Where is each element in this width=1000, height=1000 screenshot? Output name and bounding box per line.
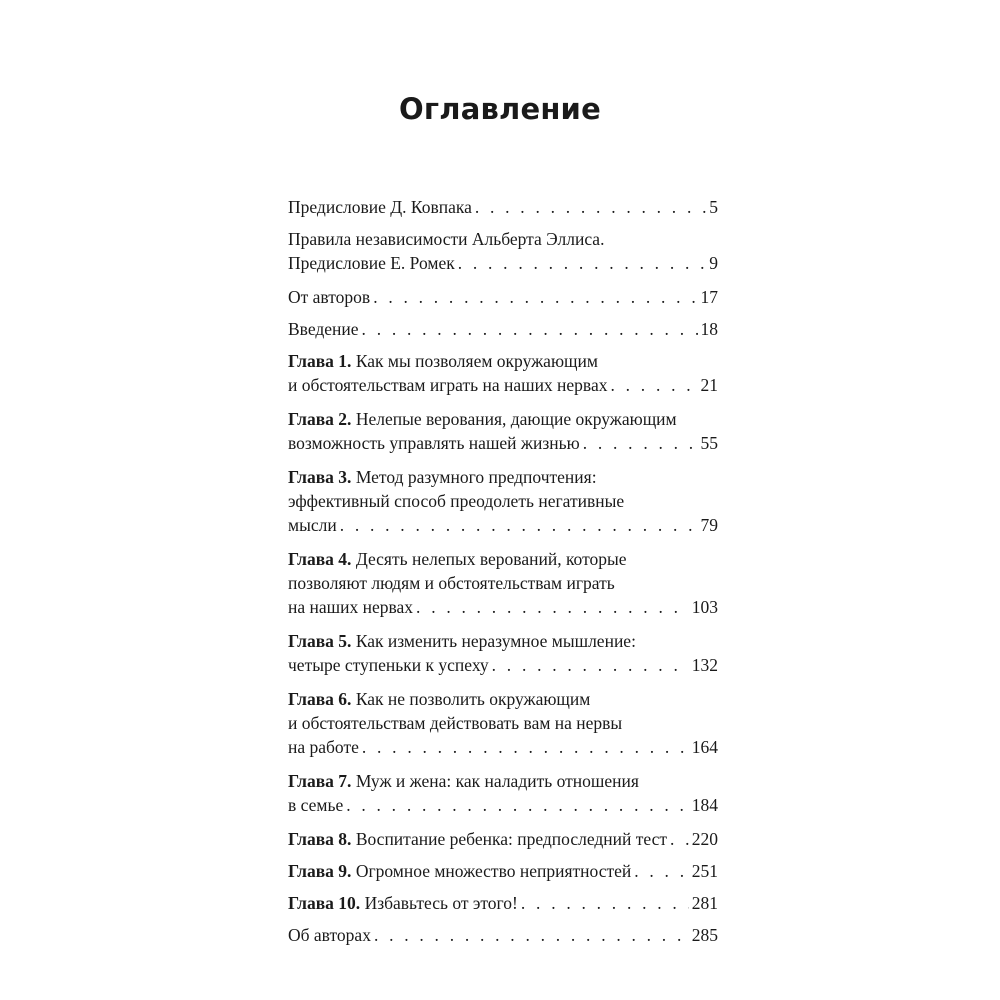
toc-entry-title: Воспитание ребенка: предпоследний тест — [351, 829, 668, 849]
page-number: 5 — [709, 197, 718, 217]
dot-leader — [475, 195, 706, 219]
toc-entry-title: на работе — [288, 737, 359, 757]
toc-entry-title: Избавьтесь от этого! — [360, 893, 518, 913]
toc-entry-title: на наших нервах — [288, 597, 414, 617]
dot-leader — [611, 373, 698, 397]
dot-leader — [346, 793, 689, 817]
toc-entry-title: Как изменить неразумное мышление: — [351, 631, 636, 651]
dot-leader — [492, 653, 689, 677]
toc-entry-title: От авторов — [288, 287, 371, 307]
toc-entry-text — [288, 251, 455, 275]
toc-entry — [288, 407, 718, 455]
toc-entry-title: Предисловие Д. Ковпака — [288, 197, 472, 217]
toc-entry-text — [288, 549, 627, 569]
toc-entry-last-line — [288, 251, 718, 275]
toc-entry — [288, 317, 718, 341]
toc-entry-text — [288, 793, 343, 817]
dot-leader — [416, 595, 689, 619]
toc-entry-text — [288, 373, 608, 397]
toc-entry-text — [288, 735, 359, 759]
toc-entry-text — [288, 573, 615, 593]
toc-entry-line — [288, 227, 718, 251]
page-number: 103 — [691, 597, 718, 617]
dot-leader — [373, 285, 697, 309]
dot-leader — [362, 735, 689, 759]
toc-entry-text — [288, 653, 489, 677]
toc-entry-text — [288, 771, 639, 791]
toc-entry-text — [288, 317, 359, 341]
toc-entry — [288, 891, 718, 915]
page-number: 79 — [700, 515, 718, 535]
toc-entry — [288, 547, 718, 619]
toc-entry — [288, 285, 718, 309]
chapter-number: Глава 7. — [288, 771, 352, 791]
toc-entry — [288, 195, 718, 219]
toc-entry-text — [288, 891, 518, 915]
page-number: 21 — [700, 375, 718, 395]
toc-entry-title: Десять нелепых верований, которые — [351, 549, 627, 569]
toc-entry-line — [288, 489, 718, 513]
toc-entry-line — [288, 349, 718, 373]
page-number: 251 — [691, 861, 718, 881]
dot-leader — [670, 827, 689, 851]
page-number: 184 — [691, 795, 718, 815]
toc-entry-title: Муж и жена: как наладить отношения — [351, 771, 639, 791]
page-number: 132 — [691, 655, 718, 675]
toc-entry-title: Об авторах — [288, 925, 371, 945]
page-number: 55 — [700, 433, 718, 453]
toc-entry — [288, 827, 718, 851]
toc-entry-last-line — [288, 891, 718, 915]
toc-entry-text — [288, 229, 604, 249]
toc-entry-title: Нелепые верования, дающие окружающим — [351, 409, 677, 429]
chapter-number: Глава 9. — [288, 861, 352, 881]
toc-entry — [288, 227, 718, 275]
toc-entry-last-line — [288, 431, 718, 455]
toc-entry-line — [288, 629, 718, 653]
toc-entry-last-line — [288, 923, 718, 947]
toc-entry — [288, 687, 718, 759]
toc-entry — [288, 349, 718, 397]
toc-entry-title: Введение — [288, 319, 359, 339]
toc-entry-text — [288, 859, 631, 883]
dot-leader — [521, 891, 689, 915]
toc-entry — [288, 859, 718, 883]
toc-entry-title: Как не позволить окружающим — [351, 689, 591, 709]
toc-entry-last-line — [288, 317, 718, 341]
toc-entry-title: мысли — [288, 515, 337, 535]
toc-entry-text — [288, 351, 598, 371]
dot-leader — [340, 513, 698, 537]
toc-entry-text — [288, 491, 624, 511]
toc-entry-last-line — [288, 735, 718, 759]
toc-entry-title: Как мы позволяем окружающим — [351, 351, 598, 371]
toc-entry-line — [288, 547, 718, 571]
toc-entry-title: и обстоятельствам действовать вам на нервы — [288, 713, 623, 733]
toc-entry-line — [288, 465, 718, 489]
toc-entry-line — [288, 769, 718, 793]
toc-entry-title: четыре ступеньки к успеху — [288, 655, 489, 675]
toc-entry-title: в семье — [288, 795, 344, 815]
page-number: 285 — [691, 925, 718, 945]
table-of-contents — [288, 195, 718, 955]
toc-entry-last-line — [288, 595, 718, 619]
toc-entry-title: Метод разумного предпочтения: — [351, 467, 597, 487]
toc-entry-last-line — [288, 373, 718, 397]
toc-entry-last-line — [288, 513, 718, 537]
dot-leader — [458, 251, 707, 275]
dot-leader — [374, 923, 689, 947]
toc-entry-title: Предисловие Е. Ромек — [288, 253, 455, 273]
page-number: 18 — [700, 319, 718, 339]
toc-entry — [288, 465, 718, 537]
toc-entry-title: Огромное множество неприятностей — [351, 861, 632, 881]
toc-entry-text — [288, 827, 667, 851]
page-number: 281 — [691, 893, 718, 913]
toc-entry-title: и обстоятельствам играть на наших нервах — [288, 375, 608, 395]
toc-entry-last-line — [288, 859, 718, 883]
chapter-number: Глава 2. — [288, 409, 352, 429]
toc-entry-last-line — [288, 827, 718, 851]
toc-entry-text — [288, 689, 590, 709]
toc-entry-title: возможность управлять нашей жизнью — [288, 433, 580, 453]
page-number: 164 — [691, 737, 718, 757]
chapter-number: Глава 3. — [288, 467, 352, 487]
toc-entry-last-line — [288, 195, 718, 219]
chapter-number: Глава 8. — [288, 829, 352, 849]
page-number: 17 — [700, 287, 718, 307]
toc-entry-title: Правила независимости Альберта Эллиса. — [288, 229, 605, 249]
chapter-number: Глава 4. — [288, 549, 352, 569]
toc-entry-text — [288, 409, 677, 429]
dot-leader — [634, 859, 689, 883]
page-number: 220 — [691, 829, 718, 849]
toc-entry-last-line — [288, 285, 718, 309]
toc-entry-line — [288, 407, 718, 431]
toc-entry-text — [288, 467, 597, 487]
toc-entry-line — [288, 711, 718, 735]
toc-entry-last-line — [288, 793, 718, 817]
toc-entry-text — [288, 431, 580, 455]
chapter-number: Глава 5. — [288, 631, 352, 651]
page-number: 9 — [709, 253, 718, 273]
toc-entry-text — [288, 513, 337, 537]
page-title: Оглавление — [399, 92, 601, 126]
toc-entry — [288, 769, 718, 817]
toc-entry-text — [288, 713, 622, 733]
toc-entry-line — [288, 687, 718, 711]
chapter-number: Глава 6. — [288, 689, 352, 709]
toc-entry — [288, 923, 718, 947]
toc-entry-line — [288, 571, 718, 595]
toc-entry-text — [288, 595, 413, 619]
toc-entry-text — [288, 285, 370, 309]
dot-leader — [583, 431, 698, 455]
toc-entry-title: эффективный способ преодолеть негативные — [288, 491, 625, 511]
toc-entry-text — [288, 195, 472, 219]
toc-entry-text — [288, 631, 636, 651]
toc-entry-title: позволяют людям и обстоятельствам играть — [288, 573, 615, 593]
toc-entry — [288, 629, 718, 677]
chapter-number: Глава 10. — [288, 893, 361, 913]
dot-leader — [362, 317, 698, 341]
chapter-number: Глава 1. — [288, 351, 352, 371]
toc-entry-last-line — [288, 653, 718, 677]
toc-entry-text — [288, 923, 371, 947]
